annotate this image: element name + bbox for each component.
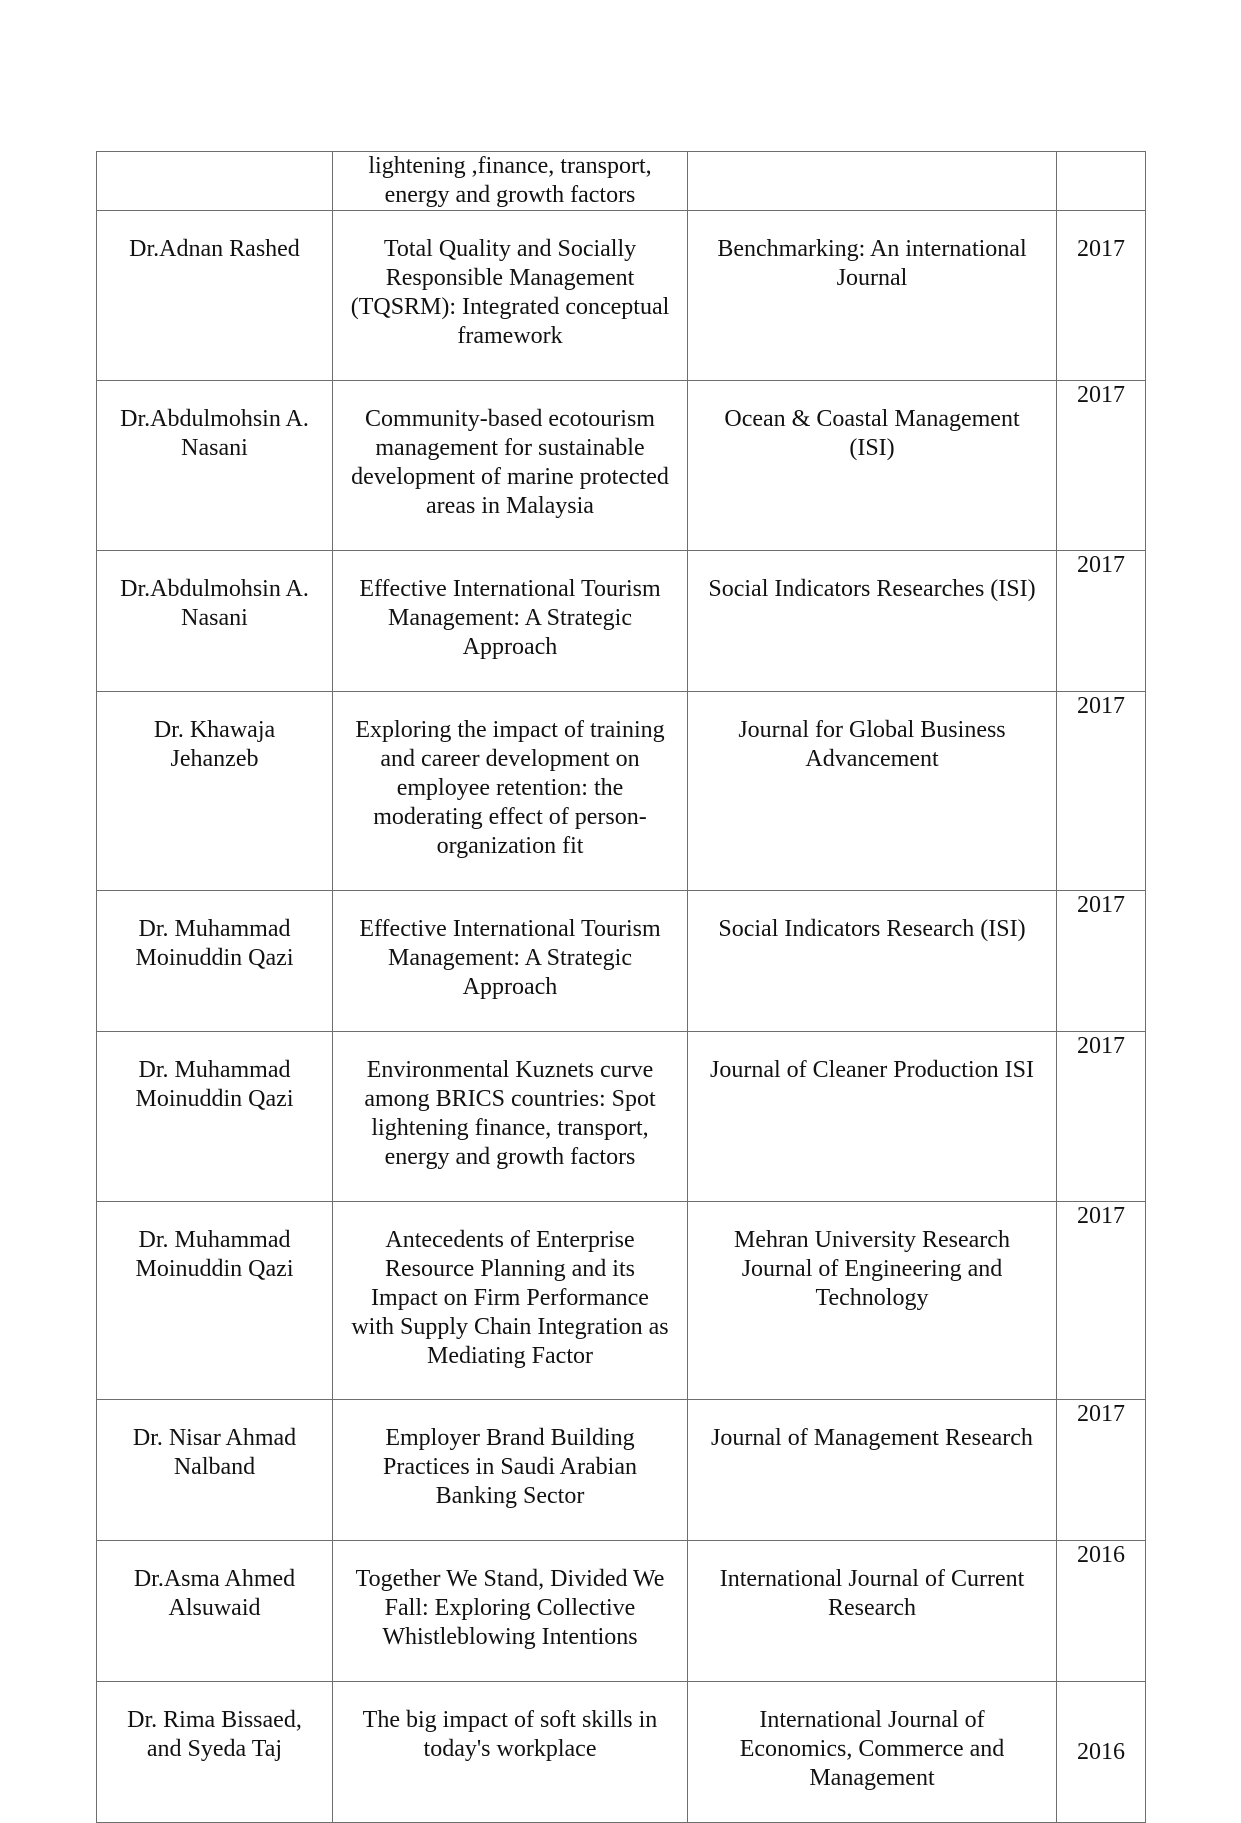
title-cell-line: (TQSRM): Integrated conceptual <box>350 294 670 320</box>
year-cell <box>1057 1032 1146 1202</box>
journal-cell <box>688 1541 1057 1682</box>
year-cell <box>1057 381 1146 551</box>
author-cell-line: Dr.Abdulmohsin A. <box>120 406 309 432</box>
table-row <box>97 381 1146 551</box>
title-cell-line: among BRICS countries: Spot <box>364 1086 656 1112</box>
title-cell-line: with Supply Chain Integration as <box>351 1314 669 1340</box>
year-value: 2017 <box>1077 1203 1125 1229</box>
table-row <box>97 692 1146 891</box>
title-cell <box>333 891 688 1032</box>
author-cell-line: Dr.Adnan Rashed <box>129 236 300 262</box>
year-value: 2017 <box>1077 693 1125 719</box>
journal-cell <box>688 551 1057 692</box>
title-cell-line: framework <box>457 323 563 349</box>
author-cell-line: Dr. Khawaja <box>153 717 276 743</box>
author-cell-line: Moinuddin Qazi <box>135 1086 294 1112</box>
title-cell-line: Employer Brand Building <box>385 1425 635 1451</box>
journal-cell-line: Journal for Global Business <box>738 717 1006 743</box>
journal-cell <box>688 1682 1057 1823</box>
author-cell <box>97 1032 333 1202</box>
journal-cell-line: Journal of Management Research <box>711 1425 1033 1451</box>
year-cell <box>1057 551 1146 692</box>
title-cell-line: management for sustainable <box>375 435 645 461</box>
journal-cell-line: Management <box>809 1765 935 1791</box>
journal-cell-line: Mehran University Research <box>734 1227 1010 1253</box>
year-cell <box>1057 1682 1146 1823</box>
table-row <box>97 1682 1146 1823</box>
year-value: 2017 <box>1077 236 1125 262</box>
journal-cell-line: International Journal of Current <box>719 1566 1025 1592</box>
title-cell-line: Whistleblowing Intentions <box>382 1624 638 1650</box>
author-cell <box>97 891 333 1032</box>
title-cell-line: Resource Planning and its <box>385 1256 635 1282</box>
title-cell-line: Effective International Tourism <box>359 916 661 942</box>
title-cell <box>333 1400 688 1541</box>
title-cell <box>333 692 688 891</box>
journal-cell-line: Technology <box>815 1285 929 1311</box>
year-value: 2017 <box>1077 892 1125 918</box>
title-cell-line: Environmental Kuznets curve <box>366 1057 654 1083</box>
journal-cell <box>688 1400 1057 1541</box>
author-cell-line: Dr.Asma Ahmed <box>133 1566 296 1592</box>
journal-cell-line: (ISI) <box>849 435 895 461</box>
title-cell-line: development of marine protected <box>351 464 669 490</box>
author-cell-line: Nalband <box>173 1454 256 1480</box>
year-value: 2016 <box>1077 1542 1125 1568</box>
title-cell <box>333 1032 688 1202</box>
title-cell-line: Exploring the impact of training <box>355 717 665 743</box>
title-cell-line: lightening ,finance, transport, <box>368 153 652 179</box>
author-cell-line: Dr. Muhammad <box>138 1057 291 1083</box>
journal-cell <box>688 381 1057 551</box>
journal-cell-line: Ocean & Coastal Management <box>724 406 1020 432</box>
author-cell <box>97 1541 333 1682</box>
table-row <box>97 891 1146 1032</box>
author-cell <box>97 1202 333 1400</box>
title-cell-line: Community-based ecotourism <box>365 406 655 432</box>
table-row <box>97 1400 1146 1541</box>
year-cell <box>1057 692 1146 891</box>
title-cell-line: areas in Malaysia <box>426 493 594 519</box>
author-cell-line: Dr.Abdulmohsin A. <box>120 576 309 602</box>
author-cell-line: and Syeda Taj <box>146 1736 283 1762</box>
title-cell <box>333 551 688 692</box>
author-cell-line: Moinuddin Qazi <box>135 1256 294 1282</box>
title-cell-line: organization fit <box>436 833 584 859</box>
author-cell-line: Dr. Nisar Ahmad <box>132 1425 297 1451</box>
title-cell-line: Management: A Strategic <box>388 945 632 971</box>
title-cell-line: Approach <box>462 634 558 660</box>
journal-cell-line: Social Indicators Researches (ISI) <box>708 576 1036 602</box>
title-cell-line: The big impact of soft skills in <box>362 1707 658 1733</box>
title-cell <box>333 1202 688 1400</box>
year-cell <box>1057 1541 1146 1682</box>
year-value: 2017 <box>1077 552 1125 578</box>
year-cell <box>1057 891 1146 1032</box>
journal-cell-line: International Journal of <box>759 1707 985 1733</box>
title-cell-line: Responsible Management <box>385 265 635 291</box>
title-cell-line: Effective International Tourism <box>359 576 661 602</box>
author-cell <box>97 152 333 211</box>
journal-cell <box>688 1202 1057 1400</box>
title-cell-line: and career development on <box>380 746 640 772</box>
title-cell-line: Mediating Factor <box>427 1343 593 1369</box>
title-cell-line: Antecedents of Enterprise <box>385 1227 635 1253</box>
author-cell-line: Jehanzeb <box>170 746 259 772</box>
title-cell <box>333 1541 688 1682</box>
journal-cell <box>688 211 1057 381</box>
year-cell <box>1057 1400 1146 1541</box>
year-value: 2017 <box>1077 1401 1125 1427</box>
year-value: 2017 <box>1077 382 1125 408</box>
journal-cell-line: Economics, Commerce and <box>739 1736 1005 1762</box>
title-cell <box>333 381 688 551</box>
journal-cell-line: Journal <box>836 265 908 291</box>
year-value: 2016 <box>1077 1738 1125 1765</box>
table-row <box>97 551 1146 692</box>
title-cell-line: energy and growth factors <box>384 182 636 208</box>
title-cell <box>333 152 688 211</box>
title-cell-line: Practices in Saudi Arabian <box>383 1454 637 1480</box>
author-cell <box>97 381 333 551</box>
table-row <box>97 152 1146 211</box>
title-cell-line: energy and growth factors <box>384 1144 636 1170</box>
table-row <box>97 1032 1146 1202</box>
year-cell <box>1057 1202 1146 1400</box>
author-cell-line: Dr. Muhammad <box>138 1227 291 1253</box>
table-row <box>97 1202 1146 1400</box>
title-cell-line: Together We Stand, Divided We <box>355 1566 665 1592</box>
journal-cell <box>688 692 1057 891</box>
author-cell-line: Alsuwaid <box>168 1595 261 1621</box>
table-row <box>97 211 1146 381</box>
journal-cell-line: Social Indicators Research (ISI) <box>718 916 1026 942</box>
title-cell <box>333 211 688 381</box>
title-cell-line: Approach <box>462 974 558 1000</box>
journal-cell <box>688 891 1057 1032</box>
author-cell-line: Moinuddin Qazi <box>135 945 294 971</box>
table-row <box>97 1541 1146 1682</box>
year-cell <box>1057 152 1146 211</box>
publications-table-body <box>97 152 1146 1823</box>
author-cell <box>97 692 333 891</box>
author-cell <box>97 211 333 381</box>
journal-cell-line: Advancement <box>805 746 939 772</box>
author-cell-line: Dr. Muhammad <box>138 916 291 942</box>
author-cell-line: Nasani <box>181 435 248 461</box>
author-cell <box>97 1682 333 1823</box>
title-cell-line: Impact on Firm Performance <box>371 1285 649 1311</box>
author-cell <box>97 551 333 692</box>
year-cell <box>1057 211 1146 381</box>
title-cell-line: Management: A Strategic <box>388 605 632 631</box>
title-cell <box>333 1682 688 1823</box>
journal-cell <box>688 152 1057 211</box>
journal-cell-line: Benchmarking: An international <box>717 236 1027 262</box>
year-value: 2017 <box>1077 1033 1125 1059</box>
title-cell-line: today's workplace <box>423 1736 597 1762</box>
title-cell-line: employee retention: the <box>396 775 624 801</box>
title-cell-line: Total Quality and Socially <box>383 236 637 262</box>
title-cell-line: moderating effect of person- <box>373 804 647 830</box>
author-cell-line: Nasani <box>181 605 248 631</box>
title-cell-line: lightening finance, transport, <box>371 1115 649 1141</box>
author-cell-line: Dr. Rima Bissaed, <box>127 1707 302 1733</box>
publications-table <box>96 151 1146 1823</box>
journal-cell-line: Research <box>828 1595 916 1621</box>
title-cell-line: Fall: Exploring Collective <box>384 1595 636 1621</box>
title-cell-line: Banking Sector <box>435 1483 585 1509</box>
journal-cell <box>688 1032 1057 1202</box>
journal-cell-line: Journal of Engineering and <box>741 1256 1003 1282</box>
author-cell <box>97 1400 333 1541</box>
journal-cell-line: Journal of Cleaner Production ISI <box>710 1057 1034 1083</box>
